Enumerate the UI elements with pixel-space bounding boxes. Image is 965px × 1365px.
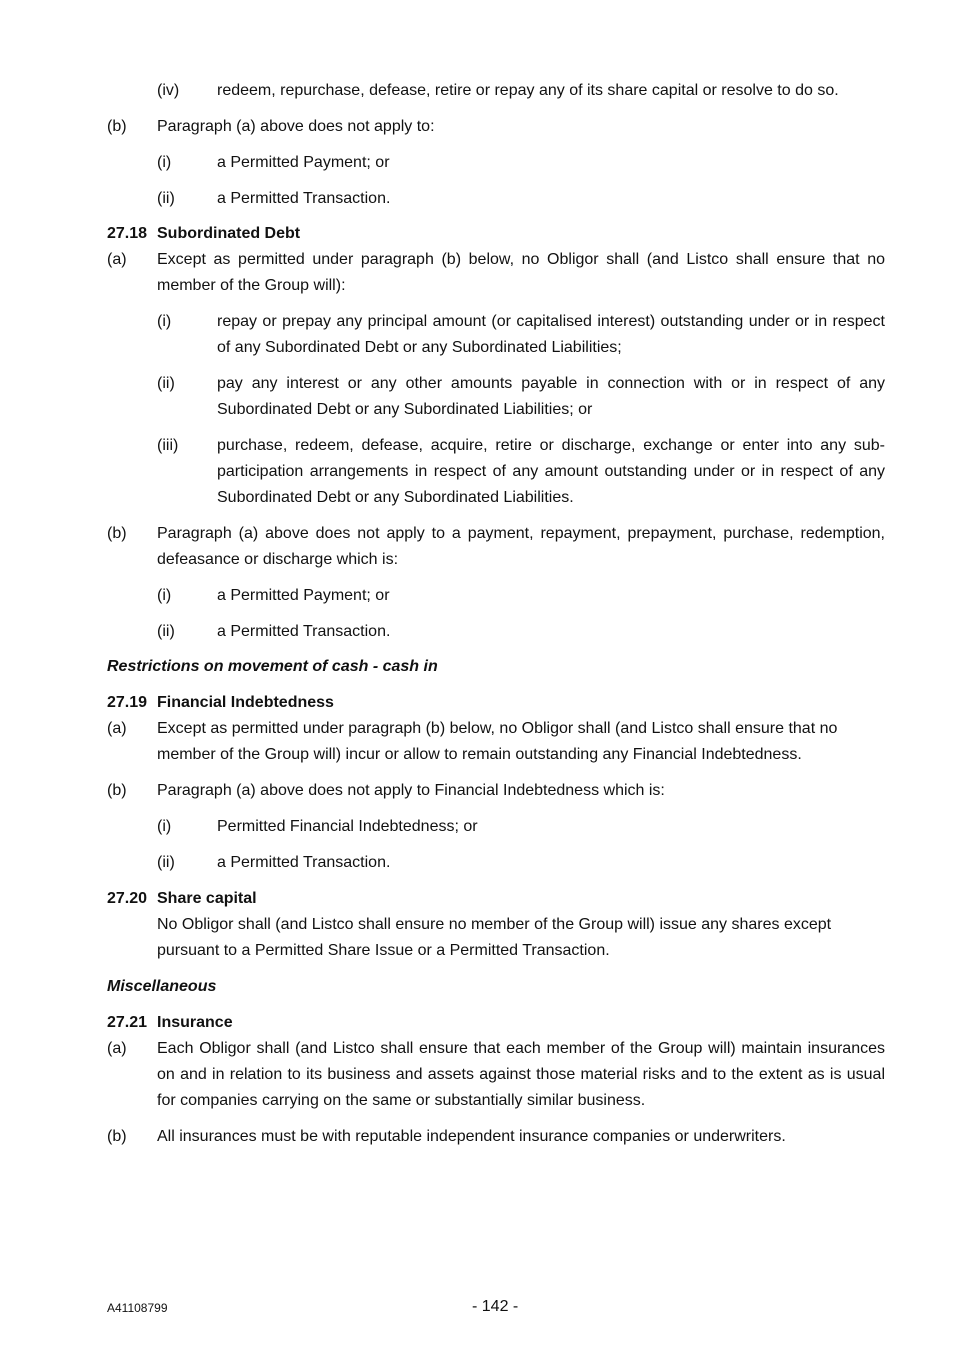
item-label: (iii)	[157, 437, 179, 454]
item-label: (ii)	[157, 854, 175, 871]
item-label: (ii)	[157, 190, 175, 207]
page-number: - 142 -	[472, 1298, 519, 1315]
item-label: (i)	[157, 154, 172, 171]
item-label: (iv)	[157, 82, 180, 99]
item-text: a Permitted Transaction.	[217, 190, 391, 207]
section-heading	[107, 1013, 885, 1033]
item-label: (b)	[107, 782, 127, 799]
item-label: (a)	[107, 720, 127, 737]
item-text: a Permitted Transaction.	[217, 623, 391, 640]
subheading: Restrictions on movement of cash - cash in	[107, 658, 438, 675]
section-number: 27.21	[107, 1014, 148, 1031]
document-reference: A41108799	[107, 1301, 168, 1315]
item-label: (i)	[157, 587, 172, 604]
item-label: (ii)	[157, 623, 175, 640]
section-title: Financial Indebtedness	[157, 694, 334, 711]
section-heading	[107, 889, 885, 909]
item-label: (i)	[157, 313, 172, 330]
item-text: Permitted Financial Indebtedness; or	[217, 818, 478, 835]
item-label: (i)	[157, 818, 172, 835]
section-title: Subordinated Debt	[157, 225, 301, 242]
item-text: Paragraph (a) above does not apply to a payment, repayment, prepayment, purchase, redemption, defeasance or discharge which is:	[157, 525, 885, 568]
item-text: pay any interest or any other amounts payable in connection with or in respect of any Subordinated Debt or any Subordinated Liabilities; or	[217, 375, 885, 418]
item-label: (b)	[107, 1128, 127, 1145]
paragraph-text: No Obligor shall (and Listco shall ensure no member of the Group will) issue any shares except pursuant to a Permitted Share Issue or a Permitted Transaction.	[157, 916, 832, 959]
section-heading	[107, 224, 885, 244]
item-text: All insurances must be with reputable independent insurance companies or underwriters.	[157, 1128, 786, 1145]
item-label: (ii)	[157, 375, 175, 392]
item-text: redeem, repurchase, defease, retire or repay any of its share capital or resolve to do so.	[217, 82, 839, 99]
item-label: (b)	[107, 118, 127, 135]
item-text: a Permitted Transaction.	[217, 854, 391, 871]
section-heading	[107, 693, 885, 713]
item-text: Except as permitted under paragraph (b) below, no Obligor shall (and Listco shall ensure that no member of the Group will) incur or allow to remain outstanding any Financial Indebtedness.	[157, 720, 838, 763]
item-text: Except as permitted under paragraph (b) below, no Obligor shall (and Listco shall ensure that no member of the Group will):	[157, 251, 885, 294]
item-text: a Permitted Payment; or	[217, 154, 390, 171]
item-label: (a)	[107, 251, 127, 268]
section-title: Insurance	[157, 1014, 233, 1031]
item-text: Paragraph (a) above does not apply to:	[157, 118, 435, 135]
item-label: (a)	[107, 1040, 127, 1057]
section-number: 27.19	[107, 694, 148, 711]
item-text: Paragraph (a) above does not apply to Financial Indebtedness which is:	[157, 782, 665, 799]
section-title: Share capital	[157, 890, 257, 907]
section-number: 27.20	[107, 890, 148, 907]
section-number: 27.18	[107, 225, 148, 242]
item-text: a Permitted Payment; or	[217, 587, 390, 604]
item-text: repay or prepay any principal amount (or capitalised interest) outstanding under or in respect of any Subordinated Debt or any Subordinated Liabilities;	[217, 313, 885, 356]
item-text: purchase, redeem, defease, acquire, retire or discharge, exchange or enter into any sub-participation arrangements in respect of any amount outstanding under or in respect of any Subordinated Debt or any Subordinated Liabilities.	[217, 437, 885, 506]
item-text: Each Obligor shall (and Listco shall ensure that each member of the Group will) maintain insurances on and in relation to its business and assets against those material risks and to the extent as is usual for companies carrying on the same or substantially similar business.	[157, 1040, 885, 1109]
item-label: (b)	[107, 525, 127, 542]
subheading: Miscellaneous	[107, 978, 217, 995]
